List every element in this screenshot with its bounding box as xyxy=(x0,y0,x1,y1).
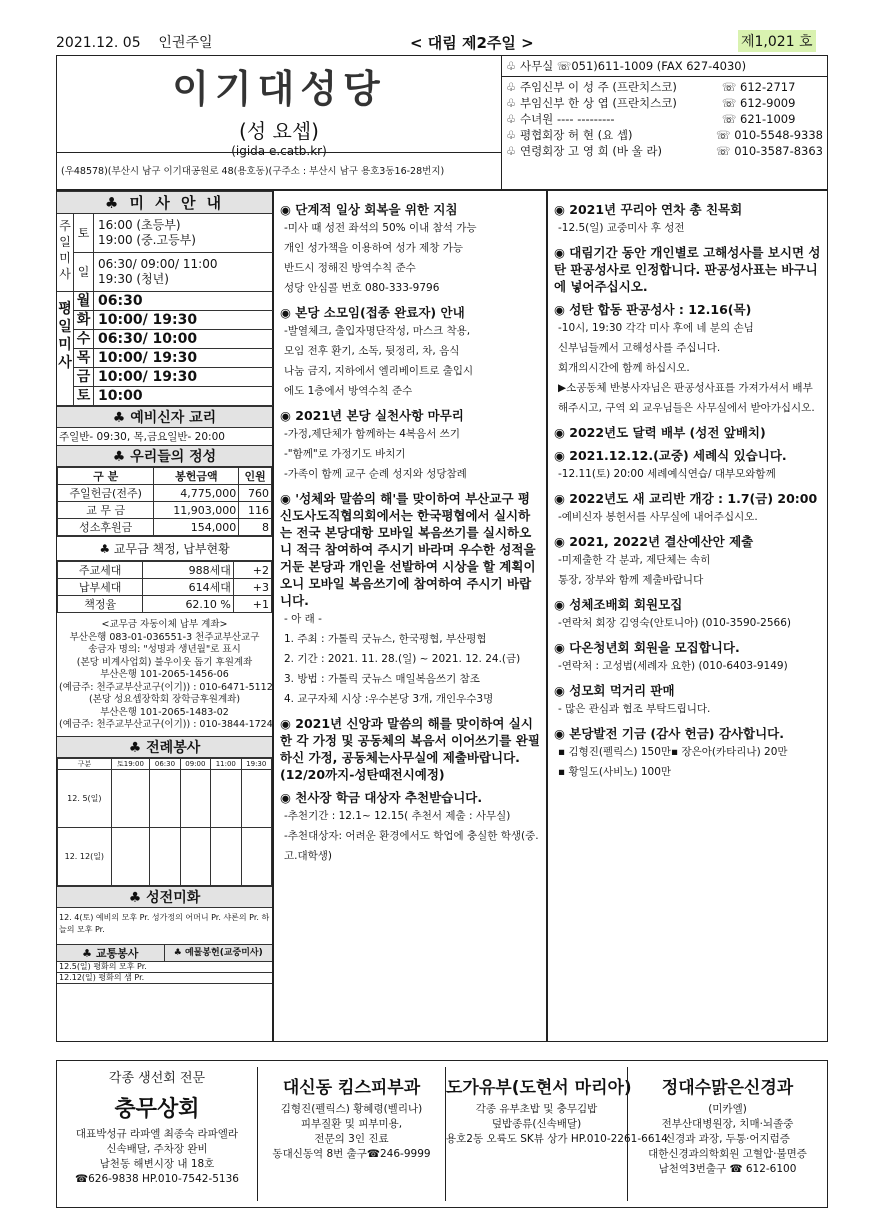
sunday-mass-label: 주일미사 xyxy=(59,219,71,281)
weekday-time: 10:00/ 19:30 xyxy=(98,350,198,366)
bulletin-date: 2021.12. 05 인권주일 xyxy=(56,35,213,51)
notice-line: ▪ 황일도(사비노) 100만 xyxy=(558,766,672,778)
ad-line: ☎626-9838 HP.010-7542-5136 xyxy=(75,1173,239,1185)
notice-line: 1. 주최 : 가톨릭 굿뉴스, 한국평협, 부산평협 xyxy=(284,633,487,645)
ad-line: 전문의 3인 진료 xyxy=(314,1133,389,1145)
ministry-header-row xyxy=(58,758,272,769)
notice-title: ◉ '성체와 말씀의 해'를 맞이하여 부산교구 평신도사도직협의회에서는 한국평협에서 실시하는 전국 본당대항 모바일 복음쓰기를 실시하오니 적극 참여하여 주시기 바라며 우수한 성적을 거둔 본당과 개인을 선발하여 시상을 할 계획이오니 모바일 복음쓰기에 참여하여 주시기 바랍니다. xyxy=(280,491,536,608)
notice-line: ▪ 김형진(펠릭스) 150만▪ 장은아(카타리나) 20만 xyxy=(558,746,788,758)
notice-line: 2. 기간 : 2021. 11. 28.(일) ~ 2021. 12. 24.(금) xyxy=(284,653,521,665)
notice-line: -10시, 19:30 각각 미사 후에 네 분의 손님 xyxy=(558,322,754,334)
ministry-cell xyxy=(211,769,241,827)
notice-title: ◉ 2022년도 달력 배부 (성전 앞배치) xyxy=(554,425,766,440)
notice-item xyxy=(554,725,821,782)
notice-line: -연락처 회장 김영숙(안토니아) (010-3590-2566) xyxy=(558,617,791,629)
ministry-cell xyxy=(111,769,150,827)
ad-line: 신속배달, 주차장 완비 xyxy=(106,1143,208,1155)
table-row xyxy=(58,579,272,596)
notice-item xyxy=(280,715,540,783)
mass-time: 06:30/ 09:00/ 11:00 xyxy=(98,257,218,271)
weekday-mass-label: 평일미사 xyxy=(58,301,72,371)
ministry-cell xyxy=(150,827,180,885)
table-cell: 62.10 % xyxy=(143,596,234,613)
notice-line: -가족이 함께 교구 순례 성지와 성당참례 xyxy=(284,468,467,480)
notice-title: ◉ 2021.12.12.(교중) 세례식 있습니다. xyxy=(554,448,787,463)
parish-name: 이기대성당 xyxy=(172,67,386,111)
duty-title: ♣ 교무금 책정, 납부현황 xyxy=(57,536,272,561)
bank-line: (예금주: 천주교부산교구(이기)) : 010-6471-5112 xyxy=(59,681,273,693)
patron-saint: (성 요셉) xyxy=(239,119,319,143)
notice-line: 에도 1층에서 방역수칙 준수 xyxy=(284,385,413,397)
notice-line: - 많은 관심과 협조 부탁드립니다. xyxy=(558,703,711,715)
center-column xyxy=(273,190,547,1042)
ministry-header-cell: 09:00 xyxy=(180,758,210,769)
ads-bar xyxy=(56,1060,828,1208)
contact-phone: ☏ 612-9009 xyxy=(722,96,796,110)
bank-line: (본당 성요셉장학회 장학금후원계좌) xyxy=(88,694,241,705)
table-cell: +2 xyxy=(233,562,271,579)
table-row xyxy=(58,596,272,613)
week-title: < 대림 제2주일 > xyxy=(410,34,534,52)
weekday-time: 10:00 xyxy=(98,388,143,404)
notice-item xyxy=(554,201,821,238)
ad-line: 신경과 과장, 두통·어지럼증 xyxy=(665,1133,790,1145)
ad-4 xyxy=(627,1067,827,1201)
notice-line: -추천대상자: 어려운 환경에서도 학업에 충실한 학생(중.고.대학생) xyxy=(284,830,539,862)
table-header-cell: 봉헌금액 xyxy=(154,468,239,485)
sun-times xyxy=(94,253,217,292)
ministry-header-cell: 토19:00 xyxy=(111,758,150,769)
notice-item xyxy=(280,304,540,401)
table-cell: 교 무 금 xyxy=(58,502,154,519)
table-header-cell: 인원 xyxy=(239,468,272,485)
ministry-cell xyxy=(150,769,180,827)
contact-role: ♧ 평협회장 허 현 (요 셉) xyxy=(506,128,633,142)
table-cell: 납부세대 xyxy=(58,579,143,596)
ad-line: (미카엘) xyxy=(708,1103,747,1115)
catechumen-title: ♣ 예비신자 교리 xyxy=(57,406,272,428)
notice-item xyxy=(554,301,821,418)
ministry-cell xyxy=(211,827,241,885)
notice-line: ▶소공동체 반봉사자님은 판공성사표를 가져가셔서 배부해주시고, 구역 외 교우님들은 사무실에서 받아가십시오. xyxy=(558,382,815,414)
notice-item xyxy=(554,596,821,633)
mass-time: 19:30 (청년) xyxy=(98,272,169,286)
notice-title: ◉ 성모회 먹거리 판매 xyxy=(554,683,675,698)
offertory-title: ♣ 예물봉헌(교중미사) xyxy=(173,947,263,958)
bank-line: 부산은행 101-2065-1483-02 xyxy=(100,706,229,718)
notice-title: ◉ 2022년도 새 교리반 개강 : 1.7(금) 20:00 xyxy=(554,491,818,506)
notice-line: 회개의시간에 함께 하십시오. xyxy=(558,362,690,374)
ad-line: 피부질환 및 피부미용, xyxy=(300,1118,403,1130)
traffic-title: ♣ 교통봉사 xyxy=(57,945,165,961)
notice-line: -예비신자 봉헌서를 사무실에 내어주십시오. xyxy=(558,511,758,523)
notice-title: ◉ 성체조배회 회원모집 xyxy=(554,597,683,612)
notice-line: 나눔 금지, 지하에서 엘리베이트로 출입시 xyxy=(284,365,474,377)
table-row xyxy=(58,562,272,579)
table-cell: 8 xyxy=(239,519,272,536)
contact-phone: ☏ 010-5548-9338 xyxy=(716,128,823,142)
weekday-row xyxy=(74,349,274,368)
notice-line: -12.11(토) 20:00 세례예식연습/ 대부모와함께 xyxy=(558,468,776,480)
notice-line: -추천기간 : 12.1~ 12.15( 추천서 제출 : 사무실) xyxy=(284,810,511,822)
notice-line: 3. 방법 : 가톨릭 굿뉴스 매일복음쓰기 참조 xyxy=(284,673,480,685)
flowers-title: ♣ 성전미화 xyxy=(57,886,272,908)
ad-line: 대표박성규 라파엘 최종숙 라파엘라 xyxy=(75,1128,239,1140)
sun-label: 일 xyxy=(74,253,94,292)
ministry-cell xyxy=(180,769,210,827)
contact-row xyxy=(506,143,823,159)
notice-title: ◉ 천사장 학금 대상자 추천받습니다. xyxy=(280,790,483,805)
notice-title: ◉ 2021년 신앙과 말씀의 해를 맞이하여 실시한 각 가정 및 공동체의 복음서 이어쓰기를 완필하신 가정, 공동체는사무실에 제출바랍니다.(12/20까지-성탄때전시예정) xyxy=(280,716,540,782)
bank-accounts xyxy=(57,613,272,734)
sat-label: 토 xyxy=(74,214,94,252)
ministry-cell xyxy=(241,769,271,827)
ministry-header-cell: 11:00 xyxy=(211,758,241,769)
notice-item xyxy=(554,447,821,484)
ad-pre: 각종 생선회 전문 xyxy=(108,1071,206,1086)
notice-title: ◉ 단계적 일상 회복을 위한 지침 xyxy=(280,202,458,217)
table-cell: 4,775,000 xyxy=(154,485,239,502)
ministry-row xyxy=(58,827,272,885)
ad-line: 남천동 해변시장 내 18호 xyxy=(99,1158,215,1170)
notice-line: 반드시 정해진 방역수칙 준수 xyxy=(284,262,416,274)
notice-item xyxy=(554,639,821,676)
contact-row xyxy=(506,127,823,143)
table-header-row xyxy=(58,468,272,485)
contact-role: ♧ 부임신부 한 상 엽 (프란치스코) xyxy=(506,96,677,110)
right-column xyxy=(547,190,828,1042)
mass-time: 16:00 (초등부) xyxy=(98,218,181,232)
sat-times xyxy=(94,214,196,252)
notice-line: -"함께"로 가정기도 바치기 xyxy=(284,448,406,460)
table-cell: 11,903,000 xyxy=(154,502,239,519)
weekday-day: 월 xyxy=(74,292,94,310)
notice-item xyxy=(280,407,540,484)
table-cell: +1 xyxy=(233,596,271,613)
table-cell: 988세대 xyxy=(143,562,234,579)
ministry-title: ♣ 전례봉사 xyxy=(57,736,272,758)
table-header-cell: 구 분 xyxy=(58,468,154,485)
office-phone: ♧ 사무실 ☏051)611-1009 (FAX 627-4030) xyxy=(502,56,827,77)
ministry-date: 12. 12(일) xyxy=(58,827,112,885)
notice-item xyxy=(280,789,540,866)
offering-title: ♣ 우리들의 정성 xyxy=(57,445,272,467)
mass-title: ♣ 미 사 안 내 xyxy=(57,191,272,214)
contact-row xyxy=(506,95,823,111)
weekday-row xyxy=(74,368,274,387)
table-cell: 주일헌금(전주) xyxy=(58,485,154,502)
weekday-day: 금 xyxy=(74,368,94,386)
bank-line: <교무금 자동이체 납부 계좌> xyxy=(101,619,228,630)
ad-name: 도가유부(도현서 마리아) xyxy=(446,1078,632,1098)
ad-line: 용호2동 오륙도 SK뷰 상가 HP.010-2261-6614 xyxy=(446,1133,668,1145)
ad-2 xyxy=(257,1067,445,1201)
table-cell: 614세대 xyxy=(143,579,234,596)
weekday-row xyxy=(74,311,274,330)
notice-title: ◉ 2021, 2022년 결산예산안 제출 xyxy=(554,534,754,549)
notice-item xyxy=(280,201,540,298)
flowers-entry: 12. 4(토) 예비의 모후 Pr. 성가정의 어머니 Pr. 샤론의 Pr. 하늘의 모후 Pr. xyxy=(59,912,270,934)
bank-line: (예금주: 천주교부산교구(이기)) : 010-3844-1724 xyxy=(59,719,273,730)
notice-line: -미사 때 성전 좌석의 50% 이내 참석 가능 xyxy=(284,222,477,234)
weekday-day: 목 xyxy=(74,349,94,367)
notice-line: -12.5(일) 교중미사 후 성전 xyxy=(558,222,685,234)
left-column xyxy=(56,190,273,1042)
weekday-time: 10:00/ 19:30 xyxy=(98,312,198,328)
ad-line: 동대신동역 8번 출구☎246-9999 xyxy=(272,1148,431,1160)
ministry-table xyxy=(57,758,272,886)
notice-title: ◉ 다온청년회 회원을 모집합니다. xyxy=(554,640,740,655)
table-cell: 주교세대 xyxy=(58,562,143,579)
weekday-time: 06:30/ 10:00 xyxy=(98,331,198,347)
ad-name: 충무상회 xyxy=(114,1097,200,1122)
notice-line: 신부님들께서 고해성사를 주십니다. xyxy=(558,342,721,354)
masthead xyxy=(56,55,828,190)
notice-item xyxy=(554,244,821,295)
weekday-time: 10:00/ 19:30 xyxy=(98,369,198,385)
contact-phone: ☏ 621-1009 xyxy=(722,112,796,126)
ad-name: 정대수맑은신경과 xyxy=(661,1078,794,1098)
notice-item xyxy=(554,490,821,527)
contact-role: ♧ 연령회장 고 영 희 (바 울 라) xyxy=(506,144,662,158)
table-cell: 760 xyxy=(239,485,272,502)
bank-line: 부산은행 083-01-036551-3 천주교부산교구 xyxy=(69,631,260,643)
website: (igida e.catb.kr) xyxy=(231,144,327,158)
notice-title: ◉ 본당 소모임(접종 완료자) 안내 xyxy=(280,305,465,320)
mass-time: 19:00 (중.고등부) xyxy=(98,233,196,247)
traffic-row: 12.12(일) 평화의 샘 Pr. xyxy=(57,973,272,984)
table-cell: 책정율 xyxy=(58,596,143,613)
bank-line: 송금자 명의: "성명과 생년월"로 표시 xyxy=(88,644,241,655)
notice-line: - 아 래 - xyxy=(284,613,322,625)
weekday-time: 06:30 xyxy=(98,293,143,309)
ad-name: 대신동 킴스피부과 xyxy=(282,1078,421,1098)
ad-line: 김형진(펠릭스) 황혜령(벨리나) xyxy=(280,1103,423,1115)
ad-line: 대한신경과의학회원 고혈압·불면증 xyxy=(648,1148,807,1160)
ad-line: 전부산대병원장, 치매·뇌졸중 xyxy=(661,1118,794,1130)
ministry-cell xyxy=(241,827,271,885)
notice-item xyxy=(554,424,821,441)
contact-row xyxy=(506,79,823,95)
ad-line: 남천역3번출구 ☎ 612-6100 xyxy=(658,1163,797,1175)
contact-phone: ☏ 612-2717 xyxy=(722,80,796,94)
weekday-row xyxy=(74,387,274,406)
notice-item xyxy=(554,533,821,590)
notice-line: 성당 안심콜 번호 080-333-9796 xyxy=(284,282,440,294)
notice-line: -연락처 : 고성범(세례자 요한) (010-6403-9149) xyxy=(558,660,788,672)
ministry-date: 12. 5(일) xyxy=(58,769,112,827)
notice-title: ◉ 2021년 꾸리아 연차 총 친목회 xyxy=(554,202,743,217)
weekday-row xyxy=(74,292,274,311)
table-cell: 154,000 xyxy=(154,519,239,536)
issue-number: 제1,021 호 xyxy=(738,30,816,52)
ministry-header-cell: 19:30 xyxy=(241,758,271,769)
ad-3 xyxy=(445,1067,668,1201)
ad-line: 덮밥종류(신속배달) xyxy=(491,1118,582,1130)
offering-table xyxy=(57,467,272,536)
catechumen-schedule: 주일반- 09:30, 목,금요일반- 20:00 xyxy=(59,431,225,443)
ministry-header-cell: 구분 xyxy=(58,758,112,769)
ministry-cell xyxy=(111,827,150,885)
notice-line: -미제출한 각 분과, 제단체는 속히 xyxy=(558,554,711,566)
notice-line: -가정,제단체가 함께하는 4복음서 쓰기 xyxy=(284,428,460,440)
notice-line: 개인 성가책을 이용하여 성가 제창 가능 xyxy=(284,242,463,254)
traffic-row: 12.5(일) 평화의 모후 Pr. xyxy=(57,962,272,973)
duty-table xyxy=(57,561,272,613)
notice-item xyxy=(554,682,821,719)
weekday-day: 토 xyxy=(74,387,94,405)
bank-line: (본당 비계사업회) 불우이웃 돕기 후원계좌 xyxy=(76,656,253,668)
table-cell: 116 xyxy=(239,502,272,519)
notice-title: ◉ 성탄 합동 판공성사 : 12.16(목) xyxy=(554,302,752,317)
notice-item xyxy=(280,490,540,709)
ad-line: 각종 유부초밥 및 충무김밥 xyxy=(475,1103,598,1115)
notice-title: ◉ 2021년 본당 실천사항 마무리 xyxy=(280,408,464,423)
notice-line: 4. 교구자체 시상 :우수본당 3개, 개인우수3명 xyxy=(284,693,494,705)
table-cell: +3 xyxy=(233,579,271,596)
bank-line: 부산은행 101-2065-1456-06 xyxy=(100,669,229,680)
contact-panel xyxy=(501,56,827,189)
contact-phone: ☏ 010-3587-8363 xyxy=(716,144,823,158)
table-row xyxy=(58,485,272,502)
notice-title: ◉ 대림기간 동안 개인별로 고해성사를 보시면 성탄 판공성사로 인정합니다. 판공성사표는 바구니에 넣어주십시오. xyxy=(554,245,821,294)
weekday-day: 수 xyxy=(74,330,94,348)
contact-row xyxy=(506,111,823,127)
notice-line: -발열체크, 출입자명단작성, 마스크 착용, xyxy=(284,325,471,337)
notice-line: 모임 전후 환기, 소독, 뒷정리, 차, 음식 xyxy=(284,345,460,357)
ministry-header-cell: 06:30 xyxy=(150,758,180,769)
table-row xyxy=(58,502,272,519)
weekday-row xyxy=(74,330,274,349)
contact-role: ♧ 수녀원 ---- --------- xyxy=(506,112,615,126)
ministry-cell xyxy=(180,827,210,885)
table-row xyxy=(58,519,272,536)
notice-title: ◉ 본당발전 기금 (감사 헌금) 감사합니다. xyxy=(554,726,784,741)
table-cell: 성소후원금 xyxy=(58,519,154,536)
address: (우48578)(부산시 남구 이기대공원로 48(용호동)(구주소 : 부산시 남구 용호3동16-28번지) xyxy=(57,152,501,189)
notice-line: 통장, 장부와 함께 제출바랍니다 xyxy=(558,574,704,586)
ad-1 xyxy=(57,1067,257,1201)
weekday-day: 화 xyxy=(74,311,94,329)
ministry-row xyxy=(58,769,272,827)
contact-role: ♧ 주임신부 이 성 주 (프란치스코) xyxy=(506,80,677,94)
